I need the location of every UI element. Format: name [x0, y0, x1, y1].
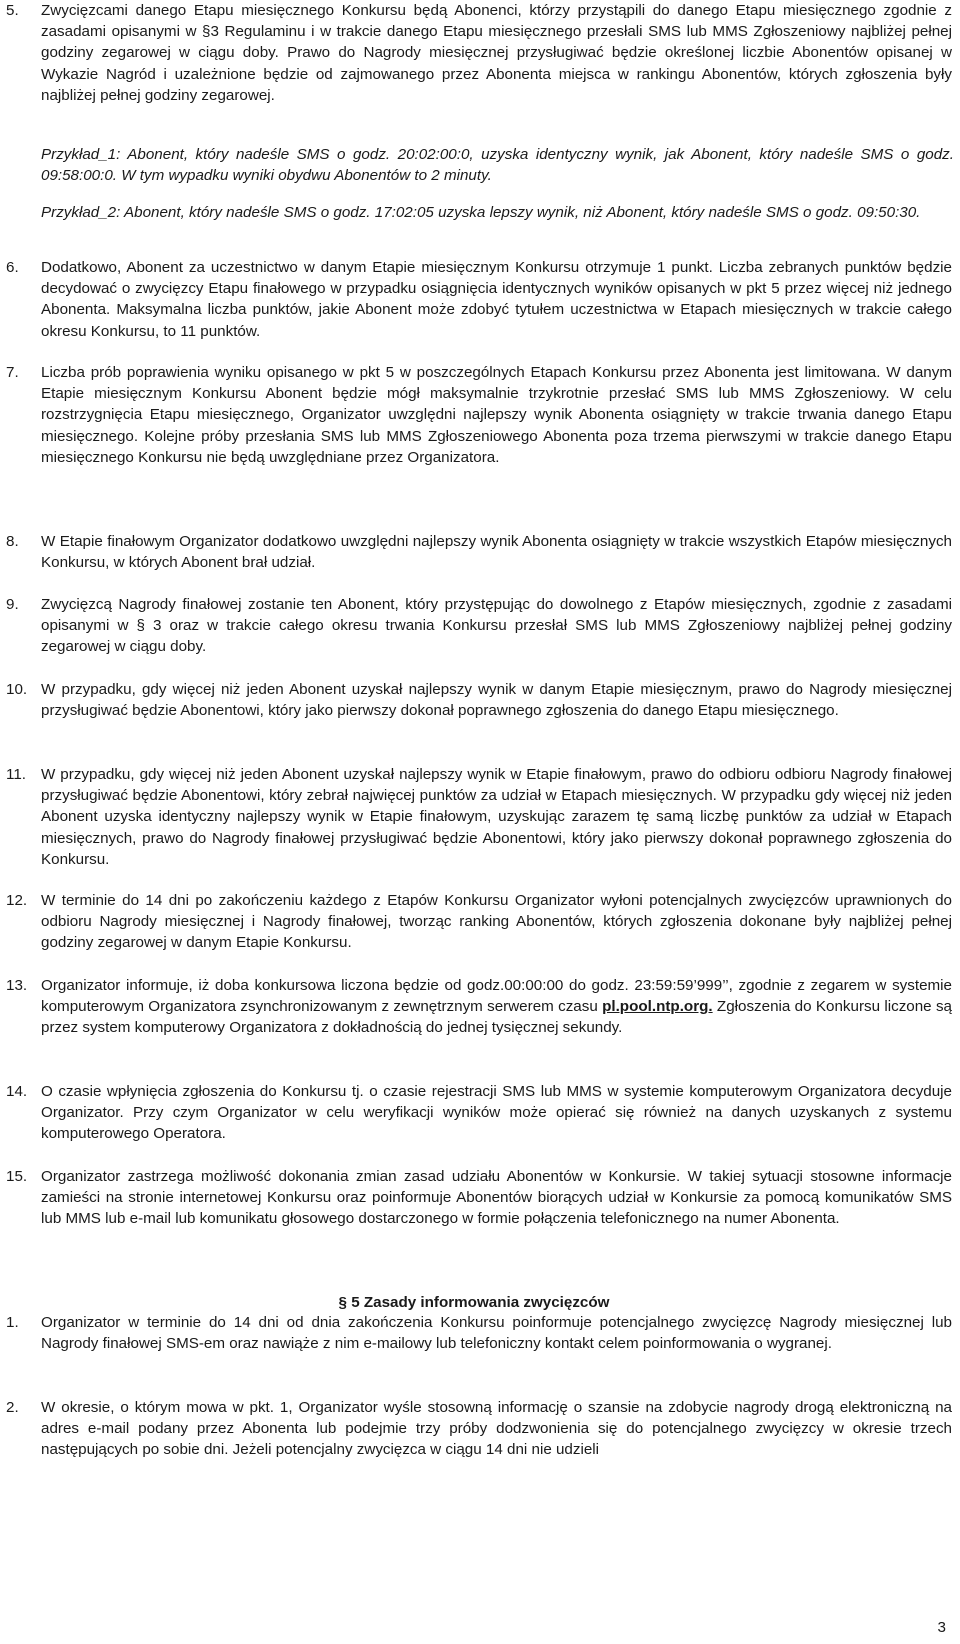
item-text: Zwycięzcami danego Etapu miesięcznego Konkursu będą Abonenci, którzy przystąpili do danego Etapu miesięcznego zgodnie z zasadami opisanymi w §3 Regulaminu i w trakcie danego Etapu miesięcznego przesłali SMS lub MMS Zgłoszeniowy najbliżej pełnej godziny zegarowej w ciągu doby. Prawo do Nagrody miesięcznej przysługiwać będzie określonej liczbie Abonentów opisanej w Wykazie Nagród i uzależnione będzie od zajmowanego przez Abonenta miejsca w rankingu Abonentów, których zgłoszenia były najbliżej pełnej godziny zegarowej. [41, 2, 952, 104]
example-2: Przykład_2: Abonent, który nadeśle SMS o godz. 17:02:05 uzyska lepszy wynik, niż Abonent, który nadeśle SMS o godz. 09:50:30. [41, 204, 921, 221]
item-number: 9. [6, 596, 19, 613]
item-number: 6. [6, 259, 19, 276]
item-text: Zwycięzcą Nagrody finałowej zostanie ten Abonent, który przystępując do dowolnego z Etapów miesięcznych, zgodnie z zasadami opisanymi w § 3 oraz w trakcie całego okresu trwania Konkursu przesłał SMS lub MMS Zgłoszeniowy najbliżej pełnej godziny zegarowej w ciągu doby. [41, 596, 952, 656]
item-text: W okresie, o którym mowa w pkt. 1, Organizator wyśle stosowną informację o szansie na zdobycie nagrody drogą elektroniczną na adres e-mail podany przez Abonenta lub podejmie trzy próby dodzwonienia się do potencjalnego zwycięzcy w okresie trzech następujących po sobie dni. Jeżeli potencjalny zwycięzca w ciągu 14 dni nie udzieli [41, 1399, 952, 1459]
item-text [41, 975, 952, 1039]
section-heading: § 5 Zasady informowania zwycięzców [338, 1294, 610, 1311]
item-number: 12. [6, 892, 28, 909]
item-number: 10. [6, 681, 28, 698]
item-number: 11. [6, 766, 26, 783]
item-text: O czasie wpłynięcia zgłoszenia do Konkursu tj. o czasie rejestracji SMS lub MMS w systemie komputerowym Organizatora decyduje Organizator. Przy czym Organizator w celu weryfikacji wyników może opierać się również na danych uzyskanych z systemu komputerowego Operatora. [41, 1083, 952, 1143]
item-number: 8. [6, 533, 19, 550]
item-text-before-link: Organizator informuje, iż doba konkursowa liczona będzie od godz.00:00:00 do godz. 23:59:59’999’’, zgodnie z zegarem w systemie komputerowym Organizatora zsynchronizowanym z zewnętrznym serwerem czasu [41, 977, 952, 1016]
item-text: Organizator zastrzega możliwość dokonania zmian zasad udziału Abonentów w Konkursie. W takiej sytuacji stosowne informacje zamieści na stronie internetowej Konkursu oraz poinformuje Abonentów biorących udział w Konkursie za pomocą komunikatów SMS lub MMS lub e-mail lub komunikatu głosowego dostarczonego w formie połączenia telefonicznego na numer Abonenta. [41, 1168, 952, 1228]
item-text: W terminie do 14 dni po zakończeniu każdego z Etapów Konkursu Organizator wyłoni potencjalnych zwycięzców uprawnionych do odbioru Nagrody miesięcznej i Nagrody finałowej, tworząc ranking Abonentów, których zgłoszenia dokonane były najbliżej pełnej godziny zegarowej w danym Etapie Konkursu. [41, 892, 952, 952]
item-number: 1. [6, 1314, 19, 1331]
item-number: 13. [6, 977, 28, 994]
ntp-server-link[interactable]: pl.pool.ntp.org. [602, 998, 713, 1016]
item-number: 2. [6, 1399, 19, 1416]
example-1: Przykład_1: Abonent, który nadeśle SMS o godz. 20:02:00:0, uzyska identyczny wynik, jak Abonent, który nadeśle SMS o godz. 09:58:00:0. W tym wypadku wyniki obydwu Abonentów to 2 minuty. [41, 146, 954, 185]
item-text: Liczba prób poprawienia wyniku opisanego w pkt 5 w poszczególnych Etapach Konkursu przez Abonenta jest limitowana. W danym Etapie miesięcznym Konkursu Abonent będzie mógł maksymalnie trzykrotnie przesłać SMS lub MMS Zgłoszeniowy. W celu rozstrzygnięcia Etapu miesięcznego, Organizator uwzględni najlepszy wynik Abonenta osiągnięty w trakcie trwania danego Etapu miesięcznego. Kolejne próby przesłania SMS lub MMS Zgłoszeniowego Abonenta poza trzema pierwszymi w trakcie danego Etapu miesięcznego Konkursu nie będą uwzględniane przez Organizatora. [41, 364, 952, 466]
item-text: Organizator w terminie do 14 dni od dnia zakończenia Konkursu poinformuje potencjalnego zwycięzcę Nagrody miesięcznej lub Nagrody finałowej SMS-em oraz nawiąże z nim e-mailowy lub telefoniczny kontakt celem poinformowania o wygranej. [41, 1314, 952, 1353]
item-number: 5. [6, 2, 19, 19]
item-number: 14. [6, 1083, 28, 1100]
item-number: 15. [6, 1168, 28, 1185]
item-text: W przypadku, gdy więcej niż jeden Abonent uzyskał najlepszy wynik w danym Etapie miesięcznym, prawo do Nagrody miesięcznej przysługiwać będzie Abonentowi, który jako pierwszy dokonał poprawnego zgłoszenia do danego Etapu miesięcznego. [41, 681, 952, 720]
item-text: Dodatkowo, Abonent za uczestnictwo w danym Etapie miesięcznym Konkursu otrzymuje 1 punkt. Liczba zebranych punktów będzie decydować o zwycięzcy Etapu finałowego w przypadku osiągnięcia identycznych wyników opisanych w pkt 5 przez więcej niż jednego Abonenta. Maksymalna liczba punktów, jakie Abonent może zdobyć tytułem uczestnictwa w Etapach miesięcznych w trakcie całego okresu Konkursu, to 11 punktów. [41, 259, 952, 340]
item-text: W Etapie finałowym Organizator dodatkowo uwzględni najlepszy wynik Abonenta osiągnięty w trakcie wszystkich Etapów miesięcznych Konkursu, w których Abonent brał udział. [41, 533, 952, 572]
item-text-after-link: Zgłoszenia do Konkursu liczone są przez system komputerowy Organizatora z dokładnością do jednej tysięcznej sekundy. [41, 998, 952, 1037]
item-number: 7. [6, 364, 19, 381]
page-number: 3 [937, 1618, 946, 1636]
item-text: W przypadku, gdy więcej niż jeden Abonent uzyskał najlepszy wynik w Etapie finałowym, prawo do odbioru odbioru Nagrody finałowej przysługiwać będzie Abonentowi, który zebrał najwięcej punktów za udział w Etapach miesięcznych. W przypadku gdy więcej niż jeden Abonent uzyska identyczny najlepszy wynik w Etapie finałowym, uzyskując zarazem tę samą liczbę punktów za udział w Etapach miesięcznych, prawo do Nagrody finałowej przysługiwać będzie Abonentowi, który jako pierwszy dokonał poprawnego zgłoszenia do Konkursu. [41, 766, 952, 868]
